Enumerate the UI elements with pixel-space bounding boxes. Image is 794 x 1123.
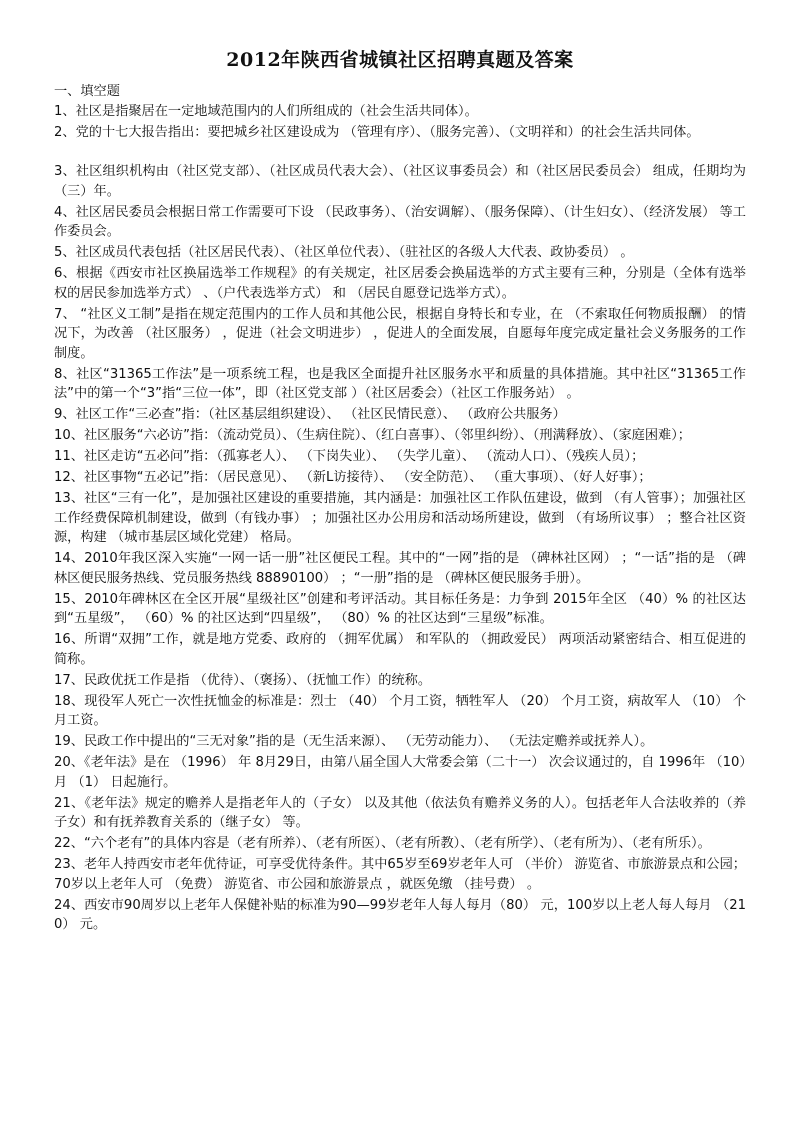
question-item-8: 8、社区“31365工作法”是一项系统工程，也是我区全面提升社区服务水平和质量的具体措施。其中社区“31365工作法”中的第一个“3”指“三位一体”，即（社区党支部 ）（社区居委会）（社区工作服务站） 。 (54, 366, 746, 401)
question-item-1: 1、社区是指聚居在一定地域范围内的人们所组成的（社会生活共同体）。 (54, 103, 478, 119)
question-item-21: 21、《老年法》规定的赡养人是指老年人的（子女） 以及其他（依法负有赡养义务的人）。包括老年人合法收养的（养子女）和有抚养教育关系的（继子女） 等。 (54, 795, 746, 830)
question-item-16: 16、所谓“双拥”工作，就是地方党委、政府的 （拥军优属） 和军队的 （拥政爱民） 两项活动紧密结合、相互促进的简称。 (54, 632, 746, 667)
question-item-20: 20、《老年法》是在 （1996） 年 8月29日，由第八届全国人大常委会第（二十一） 次会议通过的，自 1996年 （10）月 （1） 日起施行。 (54, 755, 746, 790)
question-item-7: 7、 “社区义工制”是指在规定范围内的工作人员和其他公民，根据自身特长和专业，在 （不索取任何物质报酬） 的情况下，为改善 （社区服务） ，促进（社会文明进步） ，促进人的全面发展，自愿每年度完成定量社会义务服务的工作制度。 (54, 306, 746, 361)
question-item-24: 24、西安市90周岁以上老年人保健补贴的标准为90—99岁老年人每人每月（80） 元，100岁以上老人每人每月 （210） 元。 (54, 897, 746, 932)
question-item-6: 6、根据《西安市社区换届选举工作规程》的有关规定，社区居委会换届选举的方式主要有三种，分别是（全体有选举权的居民参加选举方式） 、（户代表选举方式） 和 （居民自愿登记选举方式）。 (54, 266, 746, 301)
section-heading: 一、填空题 (54, 84, 120, 99)
question-item-19: 19、民政工作中提出的“三无对象”指的是（无生活来源）、 （无劳动能力）、 （无法定赡养或抚养人）。 (54, 734, 654, 749)
question-item-17: 17、民政优抚工作是指 （优待）、（褒扬）、（抚恤工作）的统称。 (54, 672, 432, 688)
question-item-14: 14、2010年我区深入实施“一网一话一册”社区便民工程。其中的“一网”指的是 （碑林社区网） ；“一话”指的是 （碑林区便民服务热线、党员服务热线 88890100） ；“一册”指的是 （碑林区便民服务手册）。 (54, 551, 746, 586)
question-item-9: 9、社区工作“三必查”指：（社区基层组织建设）、 （社区民情民意）、 （政府公共服务） (54, 407, 566, 422)
question-item-3: 3、社区组织机构由（社区党支部）、（社区成员代表大会）、（社区议事委员会）和（社区居民委员会） 组成，任期均为（三）年。 (54, 164, 746, 199)
question-item-23: 23、老年人持西安市老年优待证，可享受优待条件。其中65岁至69岁老年人可 （半价） 游览省、市旅游景点和公园；70岁以上老年人可 （免费） 游览省、市公园和旅游景点 ，就医免缴 （挂号费） 。 (54, 857, 746, 892)
question-list (54, 102, 746, 935)
question-item-10: 10、社区服务“六必访”指：（流动党员）、（生病住院）、（红白喜事）、（邻里纠纷）、（刑满释放）、（家庭困难）； (54, 428, 691, 443)
question-item-5: 5、社区成员代表包括（社区居民代表）、（社区单位代表）、（驻社区的各级人大代表、政协委员） 。 (54, 245, 634, 260)
question-item-11: 11、社区走访“五必问”指：（孤寡老人）、 （下岗失业）、 （失学儿童）、 （流动人口）、（残疾人员）； (54, 449, 645, 464)
page-title: 2012年陕西省城镇社区招聘真题及答案 (226, 49, 574, 71)
question-item-4: 4、社区居民委员会根据日常工作需要可下设 （民政事务）、（治安调解）、（服务保障）、（计生妇女）、（经济发展） 等工作委员会。 (54, 204, 746, 239)
question-item-18: 18、现役军人死亡一次性抚恤金的标准是：烈士 （40） 个月工资，牺牲军人 （20） 个月工资，病故军人 （10） 个月工资。 (54, 693, 746, 728)
question-item-15: 15、2010年碑林区在全区开展“星级社区”创建和考评活动。其目标任务是：力争到 2015年全区 （40）% 的社区达到“五星级”， （60）% 的社区达到“四星级”， （80）% 的社区达到“三星级”标准。 (54, 591, 746, 626)
question-item-2: 2、党的十七大报告指出：要把城乡社区建设成为 （管理有序）、（服务完善）、（文明祥和）的社会生活共同体。 (54, 124, 700, 140)
question-item-22: 22、“六个老有”的具体内容是（老有所养）、（老有所医）、（老有所教）、（老有所学）、（老有所为）、（老有所乐）。 (54, 836, 711, 851)
question-item-12: 12、社区事物“五必记”指：（居民意见）、 （新L访接待）、 （安全防范）、 （重大事项）、（好人好事）； (54, 470, 652, 485)
question-item-13: 13、社区“三有一化”，是加强社区建设的重要措施，其内涵是：加强社区工作队伍建设，做到 （有人管事）；加强社区工作经费保障机制建设，做到（有钱办事） ；加强社区办公用房和活动场所建设，做到 （有场所议事） ；整合社区资源，构建 （城市基层区域化党建） 格局。 (54, 491, 746, 545)
